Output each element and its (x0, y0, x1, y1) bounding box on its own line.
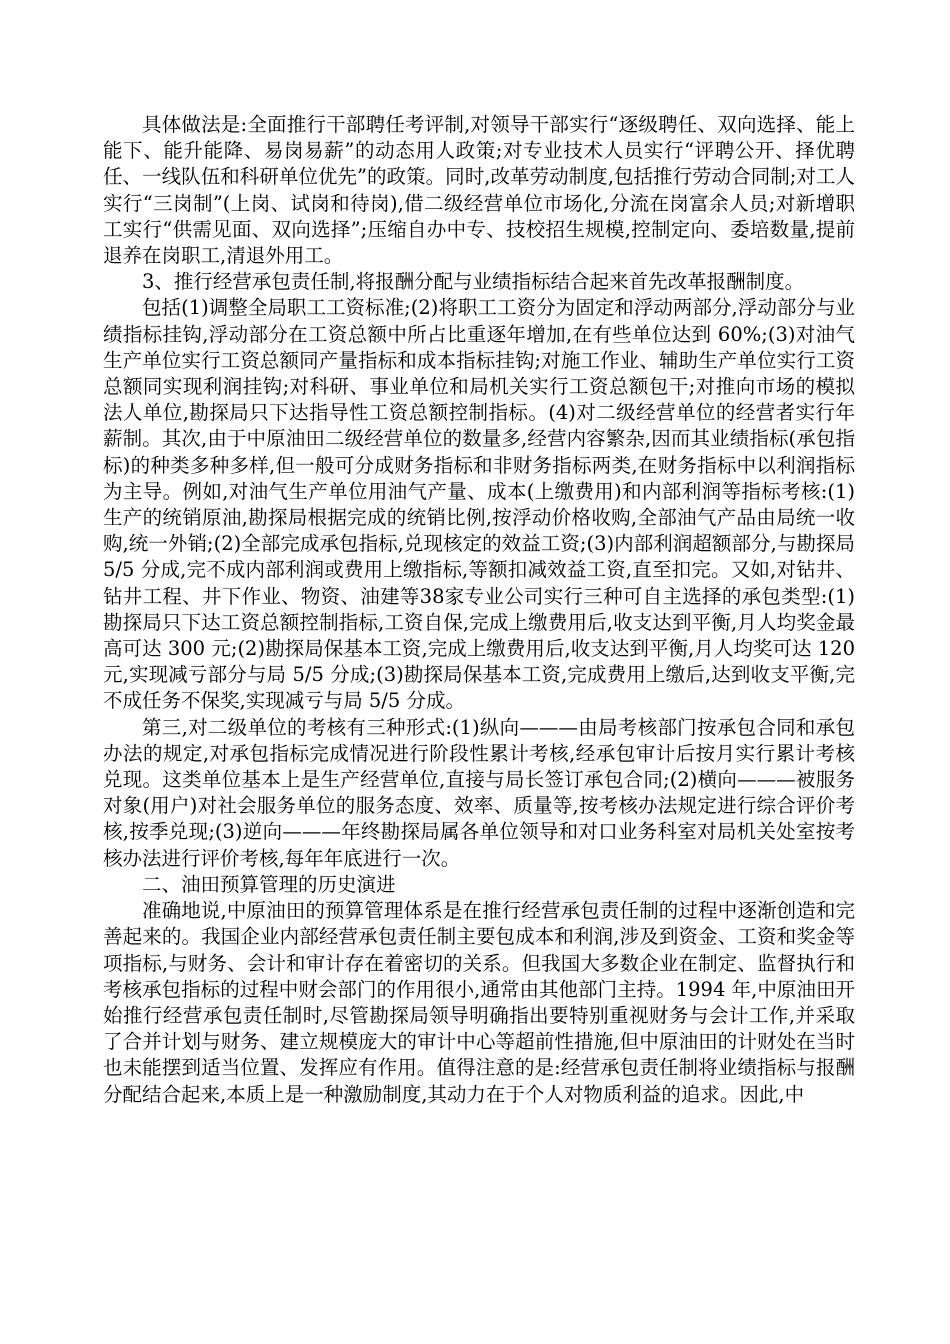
paragraph-cadre-reform: 具体做法是:全面推行干部聘任考评制,对领导干部实行“逐级聘任、双向选择、能上能下、能升能降、易岗易薪”的动态用人政策;对专业技术人员实行“评聘公开、择优聘任、一线队伍和科研单位优先”的政策。同时,改革劳动制度,包括推行劳动合同制;对工人实行“三岗制”(上岗、试岗和待岗),借二级经营单位市场化,分流在岗富余人员;对新增职工实行“供需见面、双向选择”;压缩自办中专、技校招生规模,控制定向、委培数量,提前退养在岗职工,清退外用工。 (103, 113, 855, 268)
paragraph-assessment-forms: 第三,对二级单位的考核有三种形式:(1)纵向———由局考核部门按承包合同和承包办法的规定,对承包指标完成情况进行阶段性累计考核,经承包审计后按月实行累计考核兑现。这类单位基本上是生产经营单位,直接与局长签订承包合同;(2)横向———被服务对象(用户)对社会服务单位的服务态度、效率、质量等,按考核办法规定进行综合评价考核,按季兑现;(3)逆向———年终勘探局属各单位领导和对口业务科室对局机关处室按考核办法进行评价考核,每年年底进行一次。 (103, 715, 855, 870)
document-body (103, 112, 855, 1108)
section-heading-budget-history: 二、油田预算管理的历史演进 (142, 872, 396, 896)
paragraph-wage-reform: 包括(1)调整全局职工工资标准;(2)将职工工资分为固定和浮动两部分,浮动部分与业绩指标挂钩,浮动部分在工资总额中所占比重逐年增加,在有些单位达到 60%;(3)对油气生产单位实行工资总额同产量指标和成本指标挂钩;对施工作业、辅助生产单位实行工资总额同实现利润挂钩;对科研、事业单位和局机关实行工资总额包干;对推向市场的模拟法人单位,勘探局只下达指导性工资总额控制指标。(4)对二级经营单位的经营者实行年薪制。其次,由于中原油田二级经营单位的数量多,经营内容繁杂,因而其业绩指标(承包指标)的种类多种多样,但一般可分成财务指标和非财务指标两类,在财务指标中以利润指标为主导。例如,对油气生产单位用油气产量、成本(上缴费用)和内部利润等指标考核:(1)生产的统销原油,勘探局根据完成的统销比例,按浮动价格收购,全部油气产品由局统一收购,统一外销;(2)全部完成承包指标,兑现核定的效益工资;(3)内部利润超额部分,与勘探局 5/5 分成,完不成内部利润或费用上缴指标,等额扣减效益工资,直至扣完。又如,对钻井、钻井工程、井下作业、物资、油建等38家专业公司实行三种可自主选择的承包类型:(1)勘探局只下达工资总额控制指标,工资自保,完成上缴费用后,收支达到平衡,月人均奖金最高可达 300 元;(2)勘探局保基本工资,完成上缴费用后,收支达到平衡,月人均奖可达 120 元,实现减亏部分与局 5/5 分成;(3)勘探局保基本工资,完成费用上缴后,达到收支平衡,完不成任务不保奖,实现减亏与局 5/5 分成。 (103, 296, 855, 713)
paragraph-contract-responsibility: 3、推行经营承包责任制,将报酬分配与业绩指标结合起来首先改革报酬制度。 (142, 270, 805, 294)
paragraph-budget-evolution: 准确地说,中原油田的预算管理体系是在推行经营承包责任制的过程中逐渐创造和完善起来的。我国企业内部经营承包责任制主要包成本和利润,涉及到资金、工资和奖金等项指标,与财务、会计和审计存在着密切的关系。但我国大多数企业在制定、监督执行和考核承包指标的过程中财会部门的作用很小,通常由其他部门主持。1994 年,中原油田开始推行经营承包责任制时,尽管勘探局领导明确指出要特别重视财务与会计工作,并采取了合并计划与财务、建立规模庞大的审计中心等超前性措施,但中原油田的计财处在当时也未能摆到适当位置、发挥应有作用。值得注意的是:经营承包责任制将业绩指标与报酬分配结合起来,本质上是一种激励制度,其动力在于个人对物质利益的追求。因此,中 (103, 899, 855, 1106)
